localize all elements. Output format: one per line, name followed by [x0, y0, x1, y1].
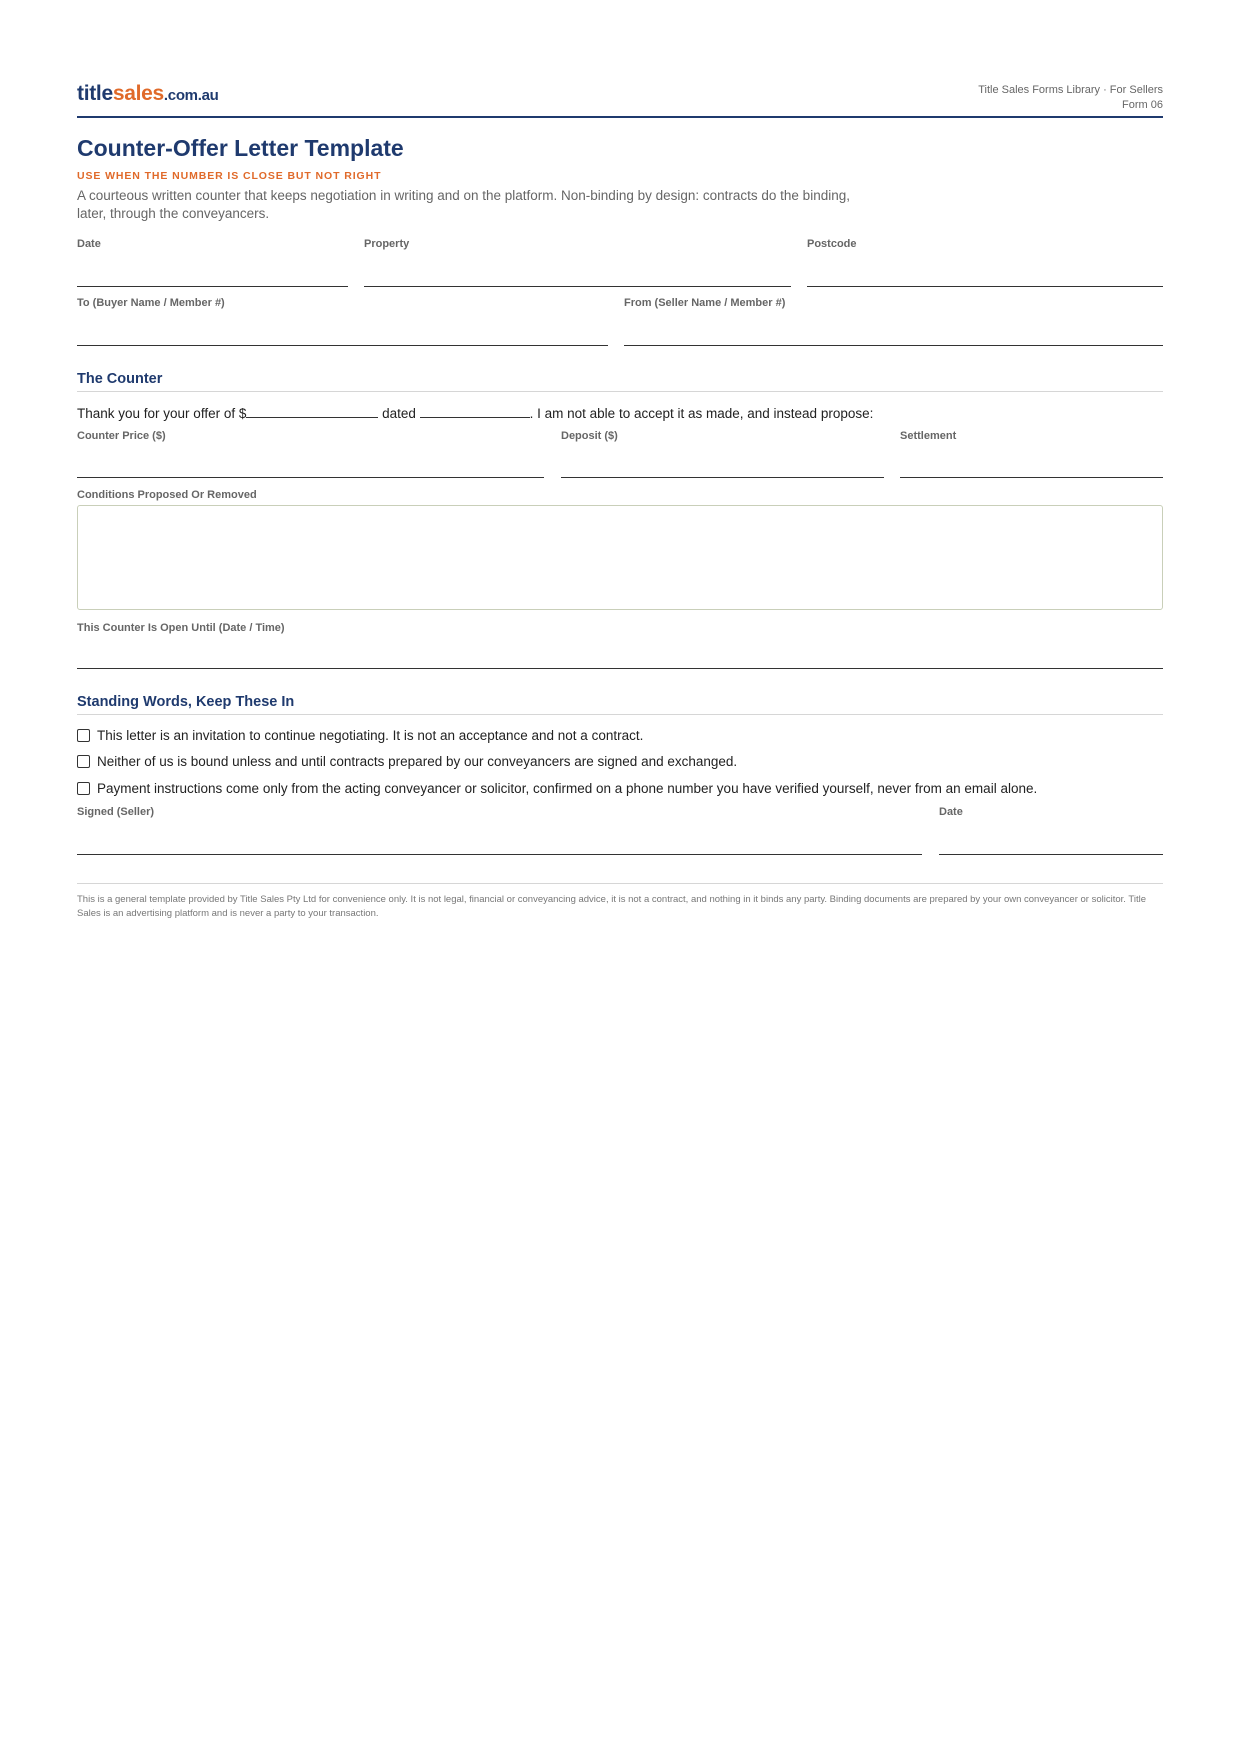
date-label: Date	[77, 238, 101, 250]
intro-text: A courteous written counter that keeps negotiation in writing and on the platform. Non-binding by design: contracts do the binding, later, through the conveyancers.	[77, 188, 850, 221]
conditions-label: Conditions Proposed Or Removed	[77, 489, 257, 501]
to-buyer-line	[77, 345, 608, 346]
page-title: Counter-Offer Letter Template	[77, 135, 404, 161]
conditions-label-wrap	[77, 489, 1163, 503]
from-seller-label: From (Seller Name / Member #)	[624, 297, 786, 309]
section-standing-words: Standing Words, Keep These In	[77, 694, 1163, 715]
standing-item-3[interactable]: Payment instructions come only from the acting conveyancer or solicitor, confirmed on a phone number you have verified yourself, never from an email alone.	[77, 781, 1037, 796]
standing-item-1[interactable]: This letter is an invitation to continue negotiating. It is not an acceptance and not a contract.	[77, 728, 643, 743]
page-header	[77, 82, 1163, 118]
checkbox-icon[interactable]	[77, 729, 90, 742]
property-field[interactable]	[364, 238, 791, 287]
kicker: USE WHEN THE NUMBER IS CLOSE BUT NOT RIGHT	[77, 170, 382, 182]
from-seller-field[interactable]	[624, 297, 1163, 346]
signed-date-line	[939, 854, 1163, 855]
section-the-counter: The Counter	[77, 371, 1163, 392]
checkbox-icon[interactable]	[77, 782, 90, 795]
counter-price-field[interactable]	[77, 430, 544, 478]
signed-seller-line	[77, 854, 922, 855]
standing-item-2[interactable]: Neither of us is bound unless and until contracts prepared by our conveyancers are signed and exchanged.	[77, 754, 737, 769]
property-label: Property	[364, 238, 410, 250]
counter-price-line	[77, 477, 544, 478]
open-until-field[interactable]	[77, 622, 1163, 669]
settlement-line	[900, 477, 1163, 478]
logo: titlesales.com.au	[77, 82, 219, 105]
signed-date-field[interactable]	[939, 806, 1163, 855]
conditions-textarea[interactable]	[77, 505, 1163, 610]
library-label: Title Sales Forms Library · For Sellers	[978, 84, 1163, 96]
checkbox-icon[interactable]	[77, 755, 90, 768]
counter-price-label: Counter Price ($)	[77, 430, 166, 442]
to-buyer-field[interactable]	[77, 297, 608, 346]
counter-sentence: Thank you for your offer of $ dated . I am not able to accept it as made, and instead propose:	[77, 406, 874, 421]
footer-divider	[77, 883, 1163, 884]
from-seller-line	[624, 345, 1163, 346]
offer-date-blank[interactable]	[420, 404, 530, 418]
property-line	[364, 286, 791, 287]
settlement-field[interactable]	[900, 430, 1163, 478]
postcode-label: Postcode	[807, 238, 857, 250]
to-buyer-label: To (Buyer Name / Member #)	[77, 297, 225, 309]
offer-amount-blank[interactable]	[246, 404, 378, 418]
postcode-line	[807, 286, 1163, 287]
form-number: Form 06	[1122, 99, 1163, 111]
deposit-field[interactable]	[561, 430, 884, 478]
header-meta	[978, 83, 1163, 113]
open-until-label: This Counter Is Open Until (Date / Time)	[77, 622, 285, 634]
open-until-line	[77, 668, 1163, 669]
signed-date-label: Date	[939, 806, 963, 818]
date-field[interactable]	[77, 238, 348, 287]
signed-seller-field[interactable]	[77, 806, 922, 855]
deposit-label: Deposit ($)	[561, 430, 618, 442]
signed-seller-label: Signed (Seller)	[77, 806, 155, 818]
postcode-field[interactable]	[807, 238, 1163, 287]
deposit-line	[561, 477, 884, 478]
settlement-label: Settlement	[900, 430, 957, 442]
date-line	[77, 286, 348, 287]
footer-disclaimer: This is a general template provided by Title Sales Pty Ltd for convenience only. It is not legal, financial or conveyancing advice, it is not a contract, and nothing in it binds any party. Binding documents are prepared by your own conveyancer or solicitor. Title Sales is an advertising platform and is never a party to your transaction.	[77, 894, 1146, 919]
